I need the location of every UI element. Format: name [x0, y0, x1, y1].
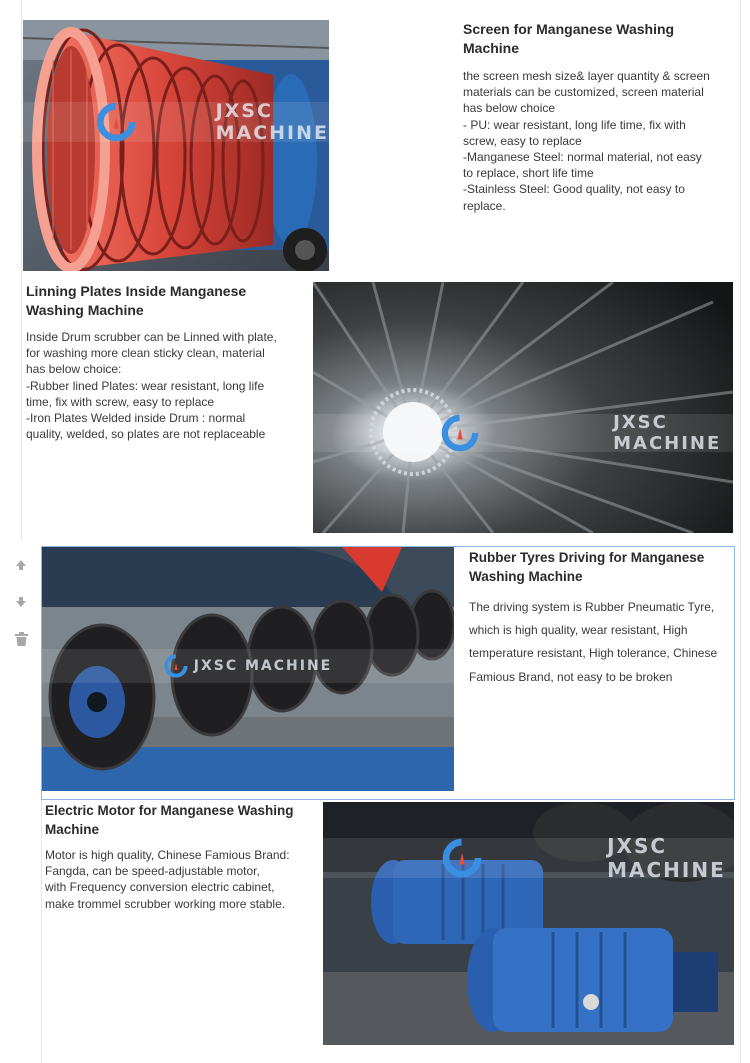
tyres-title: Rubber Tyres Driving for Manganese Washing Machine: [469, 550, 705, 584]
move-up-button[interactable]: [12, 556, 30, 574]
delete-button[interactable]: [12, 630, 30, 648]
page-border-right: [740, 0, 741, 1063]
motor-title: Electric Motor for Manganese Washing Machine: [45, 803, 294, 837]
screen-title: Screen for Manganese Washing Machine: [463, 21, 675, 56]
watermark-text: JXSC MACHINE: [613, 412, 722, 454]
move-up-icon: [15, 559, 27, 571]
watermark-text: JXSC MACHINE: [215, 100, 329, 144]
watermark: [42, 649, 454, 683]
screen-photo: [23, 20, 329, 271]
screen-description: the screen mesh size& layer quantity & screen materials can be customized, screen material has below choice - PU: wear resistant, long life time, fix with screw, easy to replace -Manganese Steel: normal material, not easy to replace, short life time -Stainless Steel: Good quality, not easy to replace.: [463, 69, 710, 213]
watermark: [23, 102, 329, 142]
jxsc-logo-icon: [164, 654, 188, 678]
page-border-left: [21, 0, 22, 540]
watermark: [313, 414, 733, 452]
watermark-text: JXSC MACHINE: [193, 658, 333, 674]
motor-description: Motor is high quality, Chinese Famious Brand: Fangda, can be speed-adjustable motor, with Frequency conversion electric cabinet, make trommel scrubber working more stable.: [45, 848, 290, 911]
motor-photo: [323, 802, 734, 1045]
plates-photo: [313, 282, 733, 533]
move-down-button[interactable]: [12, 593, 30, 611]
jxsc-logo-icon: [23, 102, 210, 142]
tyres-photo: [42, 547, 454, 791]
watermark: [323, 834, 734, 882]
watermark-text: JXSC MACHINE: [607, 834, 726, 882]
jxsc-logo-icon: [323, 838, 601, 878]
jxsc-logo-icon: [313, 414, 607, 452]
tyres-description: The driving system is Rubber Pneumatic Tyre, which is high quality, wear resistant, High temperature resistant, High tolerance, Chinese Famious Brand, not easy to be broken: [469, 600, 718, 684]
plates-description: Inside Drum scrubber can be Linned with plate, for washing more clean sticky clean, material has below choice: -Rubber lined Plates: wear resistant, long life time, fix with screw, easy to replace -Iron Plates Welded inside Drum : normal quality, welded, so plates are not replaceable: [26, 330, 277, 442]
move-down-icon: [15, 596, 27, 608]
trash-icon: [15, 632, 28, 646]
plates-title: Linning Plates Inside Manganese Washing Machine: [26, 283, 247, 318]
